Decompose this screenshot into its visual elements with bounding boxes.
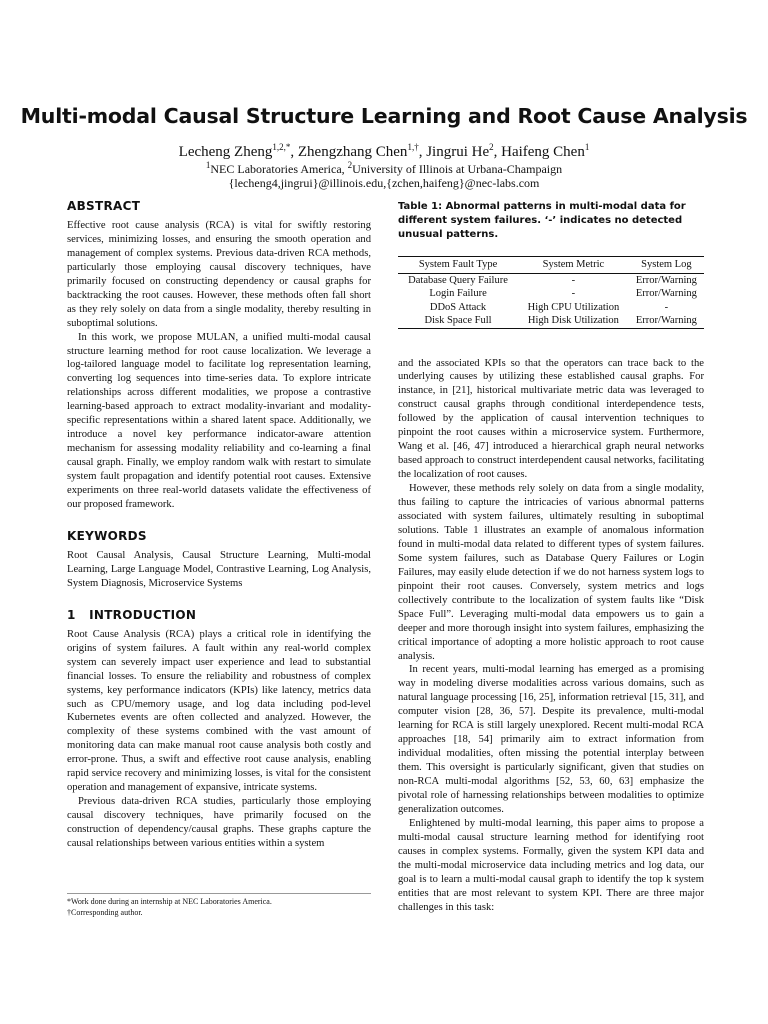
affiliations bbox=[0, 160, 768, 177]
keywords-text: Root Causal Analysis, Causal Structure Learning, Multi-modal Learning, Large Language Model, Contrastive Learning, Log Analysis, System Diagnosis, Microservice Systems bbox=[67, 549, 371, 589]
author-name: Lecheng Zheng bbox=[178, 144, 273, 160]
table-cell: Error/Warning bbox=[629, 314, 704, 328]
abstract-heading: ABSTRACT bbox=[67, 199, 141, 213]
table-cell: Error/Warning bbox=[635, 274, 697, 286]
fault-pattern-table bbox=[398, 256, 704, 329]
body-paragraph: In recent years, multi-modal learning has emerged as a promising way in modeling diverse modalities across various domains, such as natural language processing [16, 25], information retrieval [15, 31], and computer vision [28, 36, 57]. Despite its prevalence, multi-modal learning for RCA is still largely unexplored. Recent multi-modal RCA approaches [18, 54] primarily aim to extract information from individual modalities, often missing the potential interplay between them. This oversight is particularly significant, given that studies on non-RCA multi-modal algorithms [52, 53, 60, 63] emphasize the pivotal role of harnessing relationships between modalities to optimize generalization outcomes. bbox=[398, 664, 704, 815]
table-row bbox=[398, 273, 704, 287]
abstract-paragraph: Effective root cause analysis (RCA) is vital for swiftly restoring services, minimizing losses, and ensuring the smooth operation and management of complex systems. Previous data-driven RCA methods, particularly those employing causal discovery techniques, have primarily focused on constructing dependency or causal graphs for backtracking the root causes. However, these methods often fall short as they rely solely on data from a single modality, thereby resulting in suboptimal solutions. bbox=[67, 219, 371, 329]
introduction-heading: 1 INTRODUCTION bbox=[67, 607, 197, 622]
intro-paragraph: Root Cause Analysis (RCA) plays a critical role in identifying the origins of system failures. A fault within any real-world complex system can severely impact user experience and lead to substantial financial losses. To ensure the reliability and robustness of complex systems, key performance indicators (KPIs) like latency, metrics data such as CPU/memory usage, and log data including pod-level Kubernetes events are often collected and analyzed. However, the complexity of these systems combined with the vast amount of monitoring data can make manual root cause analysis both costly and error-prone. Thus, a swift and effective root cause analysis, enabling rapid service recovery and minimizing losses, is vital for the consistent operation and management of expansive, intricate systems. bbox=[67, 628, 371, 794]
table-cell: Database Query Failure bbox=[408, 274, 508, 286]
author-mark: 1,† bbox=[407, 142, 419, 152]
table-row bbox=[398, 314, 704, 328]
paper-title: Multi-modal Causal Structure Learning and Root Cause Analysis bbox=[20, 104, 748, 128]
affil-mark: 1 bbox=[205, 160, 211, 170]
right-column bbox=[398, 200, 704, 915]
author-mark: 1 bbox=[584, 142, 590, 152]
table-row bbox=[398, 301, 704, 315]
author-mark: 2 bbox=[489, 142, 494, 152]
table-row bbox=[398, 287, 704, 301]
table-cell: High CPU Utilization bbox=[527, 301, 620, 313]
table-caption: Table 1: Abnormal patterns in multi-modal data for different system failures. ‘-’ indicates no detected unusual patterns. bbox=[398, 201, 686, 240]
abstract-paragraph: In this work, we propose MULAN, a unified multi-modal causal structure learning method for root cause localization. We leverage a log-tailored language model to facilitate log representation learning, converting log sequences into time-series data. To explore intricate relationships across different modalities, we propose a contrastive learning-based approach to extract modality-invariant and modality-specific representations within a shared latent space. Additionally, we introduce a novel key performance indicator-aware attention mechanism for assessing modality reliability and co-learning a final causal graph. Finally, we employ random walk with restart to simulate system fault propagation and identify potential root causes. Extensive experiments on three real-world datasets validate the effectiveness of our proposed framework. bbox=[67, 331, 371, 511]
footnotes bbox=[67, 893, 371, 918]
affiliation-2: University of Illinois at Urbana-Champaign bbox=[352, 162, 563, 176]
table-cell: - bbox=[571, 288, 576, 299]
table-cell: - bbox=[571, 274, 576, 286]
keywords-section bbox=[67, 530, 371, 591]
footnote: †Corresponding author. bbox=[67, 907, 143, 917]
affil-mark: 2 bbox=[347, 160, 353, 170]
table-cell: Login Failure bbox=[429, 288, 487, 299]
author-list: Lecheng Zheng$^{1,2,*}$, Zhengzhang Chen$^{1,\dagger}$, Jingrui He$^2$, Haifeng Chen$^1$ bbox=[178, 142, 590, 160]
author-emails: {lecheng4,jingrui}@illinois.edu,{zchen,haifeng}@nec-labs.com bbox=[228, 176, 540, 190]
left-column bbox=[67, 200, 371, 851]
table-cell: Error/Warning bbox=[635, 288, 697, 299]
introduction-section bbox=[67, 609, 371, 851]
author-name: Zhengzhang Chen bbox=[297, 144, 408, 160]
author-mark: 1,2,* bbox=[272, 142, 291, 152]
author-name: Haifeng Chen bbox=[501, 144, 585, 160]
table-cell: High Disk Utilization bbox=[518, 314, 629, 328]
table-cell: - bbox=[664, 301, 669, 313]
body-paragraph: and the associated KPIs so that the operators can trace back to the underlying causes by utilizing these established causal graphs. For instance, in [21], historical multivariate metric data was leveraged to construct causal graphs through conditional interdependence tests, followed by the application of causal intervention techniques to pinpoint the root causes within a microservice system. Furthermore, Wang et al. [46, 47] introduced a hierarchical graph neural networks based approach to construct interdependent causal networks, facilitating the localization of root causes. bbox=[398, 357, 704, 481]
affiliation-1: NEC Laboratories America, bbox=[210, 162, 348, 176]
table-cell: Disk Space Full bbox=[398, 314, 518, 328]
footnote: *Work done during an internship at NEC Laboratories America. bbox=[67, 897, 272, 906]
table-header-cell: System Log bbox=[629, 257, 704, 274]
body-paragraph: Enlightened by multi-modal learning, this paper aims to propose a multi-modal causal structure learning method for identifying root causes in complex systems. Formally, given the system KPI data and the multi-modal microservice data including metrics and log data, our goal is to learn a multi-modal causal graph to identify the top k system entities that are most relevant to system KPI. There are three major challenges in this task: bbox=[398, 817, 704, 913]
body-paragraph: However, these methods rely solely on data from a single modality, thus failing to capture the intricacies of various abnormal patterns associated with system failures, ultimately resulting in suboptimal solutions. Table 1 illustrates an example of anomalous information found in multi-modal data related to different types of system failures. Some system failures, such as Database Query Failures or Login Failures, may easily elude detection if we do not harness system logs to pinpoint their root causes. Conversely, system metrics and logs collectively contribute to the localization of system faults like “Disk Space Full”. Leveraging multi-modal data empowers us to gain a deeper and more thorough insight into system failures, emphasizing the critical importance of adopting a more holistic approach to root cause analysis. bbox=[398, 483, 704, 662]
table-1 bbox=[398, 256, 704, 329]
keywords-heading: KEYWORDS bbox=[67, 528, 147, 543]
table-header-cell: System Metric bbox=[518, 257, 629, 274]
intro-paragraph: Previous data-driven RCA studies, particularly those employing causal discovery techniques, have primarily focused on the construction of dependency/causal graphs. These graphs capture the causal relationships between various entities within a system bbox=[67, 796, 371, 850]
table-header-row bbox=[398, 257, 704, 274]
table-cell: DDoS Attack bbox=[429, 301, 487, 313]
author-name: Jingrui He bbox=[426, 144, 490, 160]
table-header-cell: System Fault Type bbox=[398, 257, 518, 274]
